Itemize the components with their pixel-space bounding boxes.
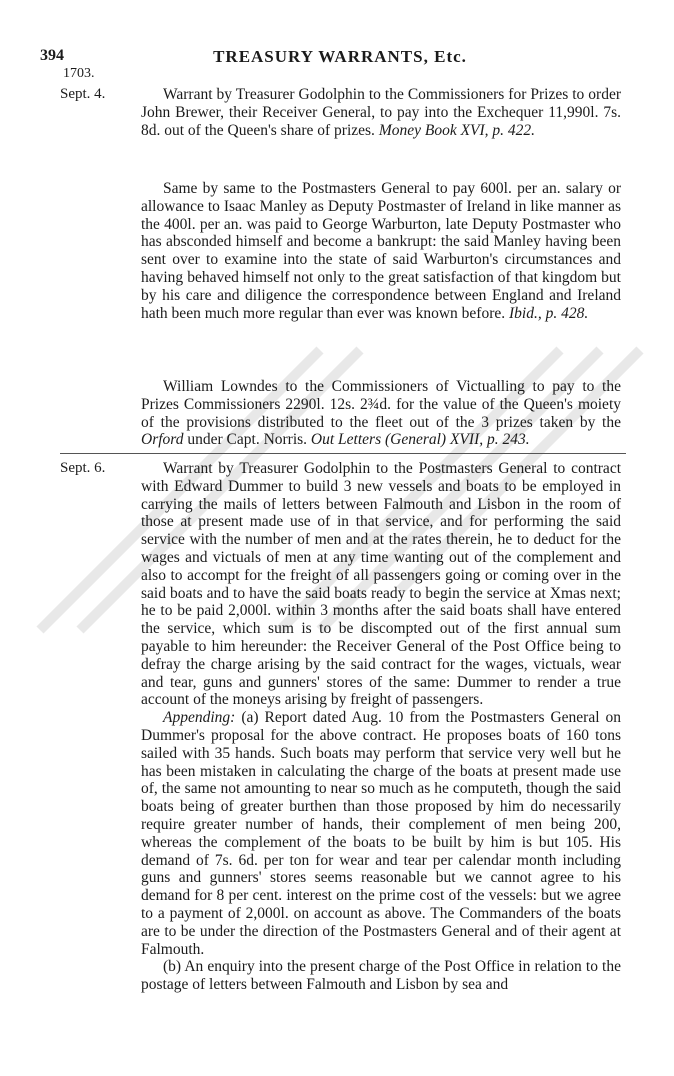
page-header (40, 47, 640, 77)
entry-text: William Lowndes to the Commissioners of Victualling to pay to the Prizes Commissioners 2290l. 12s. 2¾d. for the value of the Queen's moiety of the provisions distributed to the fleet out of the 3 prizes taken by the Orford under Capt. Norris. Out Letters (General) XVII, p. 243. (141, 378, 621, 449)
entry-text: Same by same to the Postmasters General to pay 600l. per an. salary or allowance to Isaac Manley as Deputy Postmaster of Ireland in like manner as the 400l. per an. was paid to George Warburton, late Deputy Postmaster who has absconded himself and become a bankrupt: the said Manley having been sent over to examine into the state of said Warburton's circumstances and having behaved himself not only to the great satisfaction of that kingdom but by his care and diligence the correspondence between England and Ireland hath been much more regular than ever was known before. Ibid., p. 428. (141, 180, 621, 322)
section-divider (60, 453, 626, 454)
source-reference: Money Book XVI, p. 422. (378, 121, 536, 139)
entry-victualling (68, 378, 621, 449)
appending-b: (b) An enquiry into the present charge of the Post Office in relation to the postage of letters between Falmouth and Lisbon by sea and (141, 958, 621, 994)
appending-a: Appending: (a) Report dated Aug. 10 from the Postmasters General on Dummer's proposal for the above contract. He proposes boats of 160 tons sailed with 35 hands. Such boats may perform that service very well but he has been mistaken in calculating the charge of the boats at present made use of, the same not amounting to near so much as he computeth, though the said boats being of greater burthen than those proposed by him do necessarily require greater number of hands, their complement of men being 200, whereas the complement of the boats to be built by him is but 105. His demand of 7s. 6d. per ton for wear and tear per calendar month including guns and gunners' stores seems reasonable but we cannot agree to his demand for 8 per cent. interest on the prime cost of the vessels: but we agree to a payment of 2,000l. on account as above. The Commanders of the boats are to be under the direction of the Postmasters General and of their agent at Falmouth. (141, 709, 621, 958)
entry-sept-6 (60, 460, 621, 994)
ship-name: Orford (141, 431, 184, 449)
running-title: TREASURY WARRANTS, Etc. (213, 47, 467, 66)
source-reference: Ibid., p. 428. (508, 304, 589, 322)
appending-label: Appending: (163, 709, 236, 727)
margin-date: Sept. 6. (60, 460, 106, 476)
page-number: 394 (40, 47, 64, 64)
source-reference: Out Letters (General) XVII, p. 243. (310, 431, 530, 449)
entry-text: Warrant by Treasurer Godolphin to the Postmasters General to contract with Edward Dummer to build 3 new vessels and boats to be employed in carrying the mails of letters between Falmouth and Lisbon in the room of those at present made use of in that service, and for performing the said service with the number of men and at the rates therein, he to deduct for the wages and victuals of men at any time wanting out of the complement and also to accompt for the freight of all passengers going or coming over in the said boats and to have the said boats ready to begin the service at Xmas next; he to be paid 2,000l. within 3 months after the said boats shall have entered the service, which sum is to be discompted out of the first annual sum payable to him hereunder: the Receiver General of the Post Office being to defray the charge arising by the said contract for the wages, victuals, wear and tear, guns and gunners' stores of the same: Dummer to render a true account of the moneys arising by freight of passengers. (141, 460, 621, 709)
year-marker: 1703. (63, 66, 95, 81)
entry-text: Warrant by Treasurer Godolphin to the Commissioners for Prizes to order John Brewer, their Receiver General, to pay into the Exchequer 11,990l. 7s. 8d. out of the Queen's share of prizes. Money Book XVI, p. 422. (141, 86, 621, 139)
entry-sept-4 (60, 86, 621, 139)
entry-manley (68, 180, 621, 322)
margin-date: Sept. 4. (60, 86, 106, 102)
